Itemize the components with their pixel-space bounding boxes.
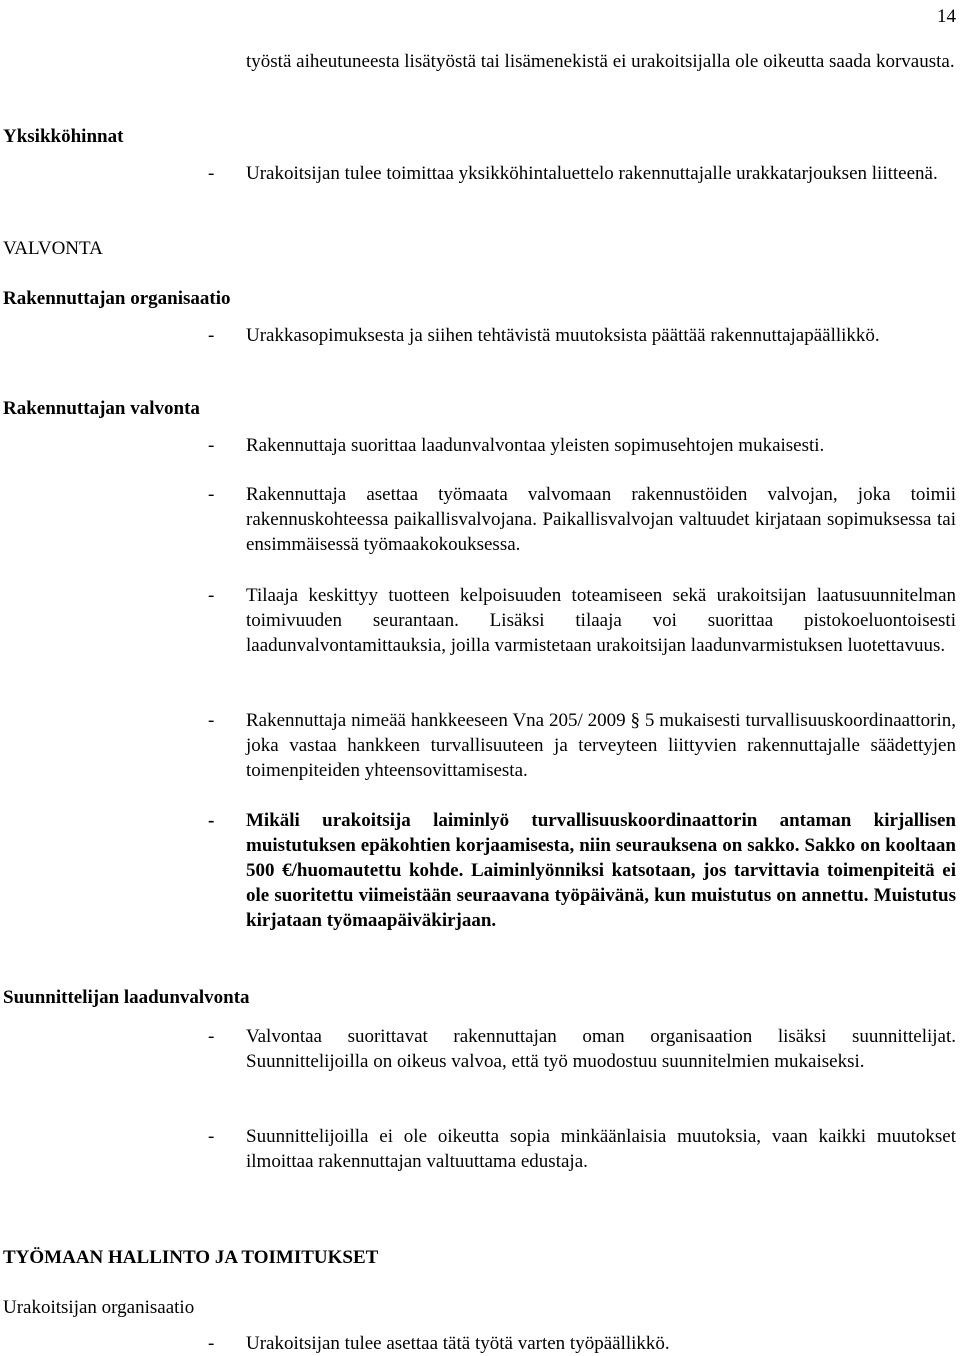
heading-valvonta: VALVONTA: [3, 238, 103, 259]
heading-rakennuttajan-organisaatio: Rakennuttajan organisaatio: [3, 288, 231, 309]
list-item: [208, 161, 956, 186]
list-item: [208, 583, 956, 658]
list-item: [208, 1024, 956, 1074]
list-item: [208, 1124, 956, 1174]
list-item: [208, 323, 956, 348]
list-dash: -: [208, 1026, 215, 1047]
item-tyopaallikko: Urakoitsijan tulee asettaa tätä työtä varten työpäällikkö.: [246, 1333, 670, 1354]
list-dash: -: [208, 325, 215, 346]
list-dash: -: [208, 1333, 215, 1354]
item-turvallisuuskoordinaattori: Rakennuttaja nimeää hankkeeseen Vna 205/ 2009 § 5 mukaisesti turvallisuuskoordinaattorin, joka vastaa hankkeen turvallisuuteen ja terveyteen liittyvien rakennuttajalle säädettyjen toimenpiteiden yhteensovittamisesta.: [246, 710, 956, 781]
list-dash: -: [208, 484, 215, 505]
list-item: [208, 808, 956, 933]
heading-urakoitsijan-organisaatio: Urakoitsijan organisaatio: [3, 1297, 195, 1318]
item-valvoja: Rakennuttaja asettaa työmaata valvomaan rakennustöiden valvojan, joka toimii rakennuskohteessa paikallisvalvojana. Paikallisvalvojan valtuudet kirjataan sopimuksessa tai ensimmäisessä työmaakokouksessa.: [246, 484, 956, 555]
list-item: [208, 433, 956, 458]
heading-rakennuttajan-valvonta: Rakennuttajan valvonta: [3, 398, 200, 419]
page-number: 14: [937, 6, 956, 27]
item-urakkasopimus: Urakkasopimuksesta ja siihen tehtävistä muutoksista päättää rakennuttajapäällikkö.: [246, 325, 880, 346]
list-dash: -: [208, 163, 215, 184]
list-dash: -: [208, 810, 215, 831]
list-item: [208, 708, 956, 783]
list-item: [208, 1331, 956, 1356]
item-yksikkohintaluettelo: Urakoitsijan tulee toimittaa yksikköhintaluettelo rakennuttajalle urakkatarjouksen liitteenä.: [246, 163, 938, 184]
item-tilaaja: Tilaaja keskittyy tuotteen kelpoisuuden toteamiseen sekä urakoitsijan laatusuunnitelman toimivuuden seurantaan. Lisäksi tilaaja voi suorittaa pistokoeluontoisesti laadunvalvontamittauksia, joilla varmistetaan urakoitsijan laadunvarmistuksen luotettavuus.: [246, 585, 956, 656]
heading-suunnittelijan-laadunvalvonta: Suunnittelijan laadunvalvonta: [3, 987, 250, 1008]
top-paragraph: työstä aiheutuneesta lisätyöstä tai lisämenekistä ei urakoitsijalla ole oikeutta saada korvausta.: [246, 51, 955, 72]
list-dash: -: [208, 435, 215, 456]
item-laadunvalvonta: Rakennuttaja suorittaa laadunvalvontaa yleisten sopimusehtojen mukaisesti.: [246, 435, 825, 456]
list-item: [208, 482, 956, 557]
item-suunnittelijat: Valvontaa suorittavat rakennuttajan oman organisaation lisäksi suunnittelijat. Suunnittelijoilla on oikeus valvoa, että työ muodostuu suunnitelmien mukaiseksi.: [246, 1026, 956, 1072]
heading-yksikkohinnat: Yksikköhinnat: [3, 126, 124, 147]
list-dash: -: [208, 585, 215, 606]
heading-tyomaan-hallinto: TYÖMAAN HALLINTO JA TOIMITUKSET: [3, 1247, 379, 1268]
list-dash: -: [208, 1126, 215, 1147]
item-muutokset: Suunnittelijoilla ei ole oikeutta sopia minkäänlaisia muutoksia, vaan kaikki muutokset ilmoittaa rakennuttajan valtuuttama edustaja.: [246, 1126, 956, 1172]
list-dash: -: [208, 710, 215, 731]
item-sakko: Mikäli urakoitsija laiminlyö turvallisuuskoordinaattorin antaman kirjallisen muistutuksen epäkohtien korjaamisesta, niin seurauksena on sakko. Sakko on kooltaan 500 €/huomautettu kohde. Laiminlyönniksi katsotaan, jos tarvittavia toimenpiteitä ei ole suoritettu viimeistään seuraavana työpäivänä, kun muistutus on annettu. Muistutus kirjataan työmaapäiväkirjaan.: [246, 810, 956, 931]
